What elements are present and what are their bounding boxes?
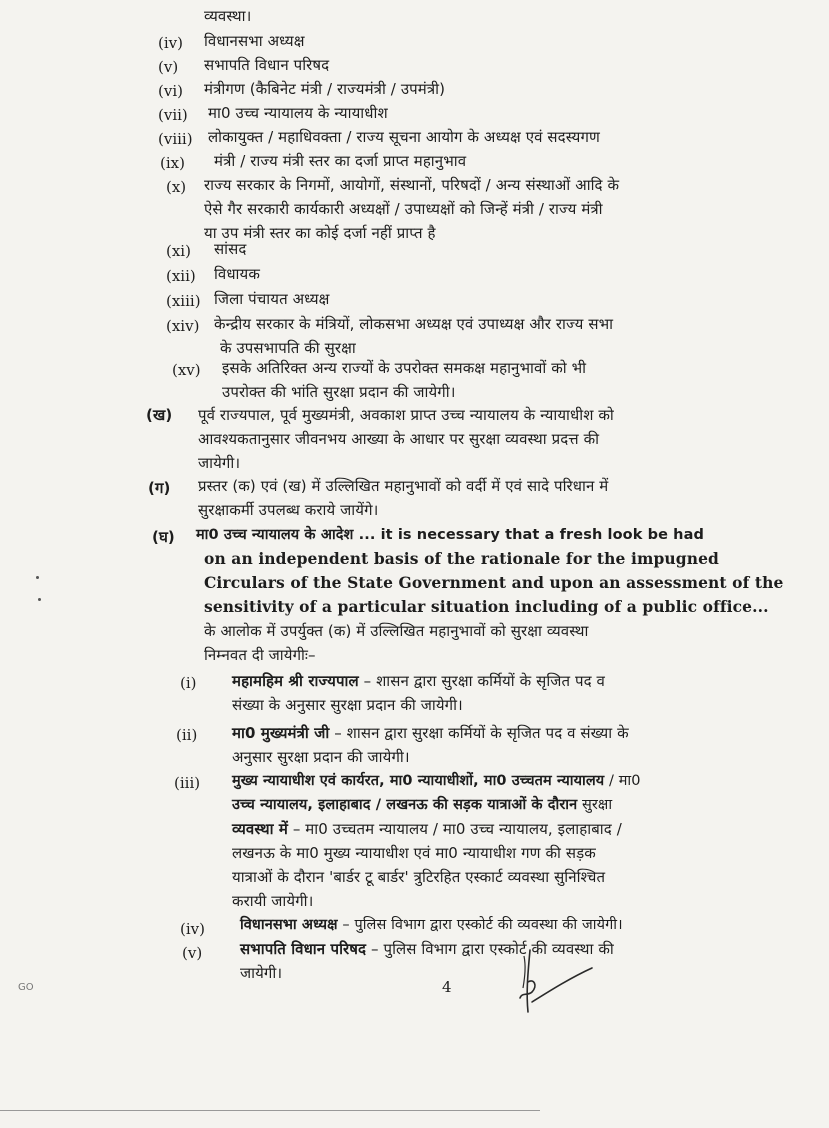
text-line: के उपसभापति की सुरक्षा (220, 339, 356, 357)
bold-title: मा0 मुख्यमंत्री जी (232, 724, 330, 742)
text-run: – शासन द्वारा सुरक्षा कर्मियों के सृजित पद व संख्या के (329, 724, 629, 742)
text-line: अनुसार सुरक्षा प्रदान की जायेगी। (232, 748, 410, 766)
text-line: जिला पंचायत अध्यक्ष (214, 290, 330, 308)
item-number: (viii) (158, 130, 193, 148)
item-number: (घ) (152, 528, 175, 546)
text-line: सांसद (214, 240, 247, 258)
item-number: (iii) (174, 774, 201, 792)
item-number: (ix) (160, 154, 185, 172)
text-line: पूर्व राज्यपाल, पूर्व मुख्यमंत्री, अवकाश प्राप्त उच्च न्यायालय के न्यायाधीश को (198, 406, 614, 424)
text-run: – मा0 उच्चतम न्यायालय / मा0 उच्च न्यायालय, इलाहाबाद / (287, 820, 622, 838)
text-line: या उप मंत्री स्तर का कोई दर्जा नहीं प्राप्त है (204, 224, 436, 242)
text-line: जायेगी। (240, 964, 283, 982)
item-number: (ख) (146, 406, 173, 424)
text-line: केन्द्रीय सरकार के मंत्रियों, लोकसभा अध्यक्ष एवं उपाध्यक्ष और राज्य सभा (214, 315, 614, 333)
text-line: यात्राओं के दौरान 'बार्डर टू बार्डर' त्रुटिरहित एस्कार्ट व्यवस्था सुनिश्चित (232, 868, 606, 886)
text-line: विधानसभा अध्यक्ष (204, 32, 305, 50)
scan-edge-line (0, 1110, 540, 1111)
text-line: मा0 उच्च न्यायालय के न्यायाधीश (208, 104, 388, 122)
text-run: / मा0 (604, 773, 641, 789)
signature-icon (508, 942, 598, 1022)
text-line (232, 722, 629, 744)
scan-speck (38, 598, 41, 601)
item-number: (ग) (148, 479, 171, 497)
text-line: Circulars of the State Government and upon an assessment of the (204, 573, 784, 592)
bold-title: सभापति विधान परिषद (240, 940, 367, 958)
text-line: लखनऊ के मा0 मुख्य न्यायाधीश एवं मा0 न्यायाधीश गण की सड़क (232, 844, 596, 862)
item-number: (iv) (158, 34, 183, 52)
item-number: (x) (166, 178, 187, 196)
text-line: के आलोक में उपर्युक्त (क) में उल्लिखित महानुभावों को सुरक्षा व्यवस्था (204, 622, 589, 640)
text-run: सुरक्षा (577, 797, 613, 813)
item-number: (xiv) (166, 317, 200, 335)
bold-title: व्यवस्था में (232, 820, 288, 838)
text-line: लोकायुक्त / महाधिवक्ता / राज्य सूचना आयोग के अध्यक्ष एवं सदस्यगण (208, 128, 600, 146)
text-line: उपरोक्त की भांति सुरक्षा प्रदान की जायेगी। (222, 383, 456, 401)
text-run: – पुलिस विभाग द्वारा एस्कोर्ट की व्यवस्था की (366, 940, 614, 958)
text-line: ऐसे गैर सरकारी कार्यकारी अध्यक्षों / उपाध्यक्षों को जिन्हें मंत्री / राज्य मंत्री (204, 200, 603, 218)
text-line: संख्या के अनुसार सुरक्षा प्रदान की जायेगी। (232, 696, 463, 714)
item-number: (ii) (176, 726, 198, 744)
text-line: आवश्यकतानुसार जीवनभय आख्या के आधार पर सुरक्षा व्यवस्था प्रदत्त की (198, 430, 600, 448)
margin-note: GO (18, 982, 34, 993)
text-line: करायी जायेगी। (232, 892, 314, 910)
text-line: इसके अतिरिक्त अन्य राज्यों के उपरोक्त समकक्ष महानुभावों को भी (222, 359, 587, 377)
text-line: विधायक (214, 265, 260, 283)
item-number: (v) (158, 58, 179, 76)
text-line: निम्नवत दी जायेगीः– (204, 646, 316, 664)
text-run: – पुलिस विभाग द्वारा एस्कोर्ट की व्यवस्था की जायेगी। (337, 917, 623, 933)
item-number: (vii) (158, 106, 188, 124)
text-line: सभापति विधान परिषद (204, 56, 330, 74)
page-number: 4 (442, 978, 452, 996)
text-line: मा0 उच्च न्यायालय के आदेश ... it is necessary that a fresh look be had (196, 527, 704, 543)
text-line (232, 670, 605, 692)
bold-title: मुख्य न्यायाधीश एवं कार्यरत, मा0 न्यायाधीशों, मा0 उच्चतम न्यायालय (232, 773, 605, 789)
bold-title: विधानसभा अध्यक्ष (240, 917, 338, 933)
text-line: राज्य सरकार के निगमों, आयोगों, संस्थानों, परिषदों / अन्य संस्थाओं आदि के (204, 176, 620, 194)
text-run: – शासन द्वारा सुरक्षा कर्मियों के सृजित पद व (358, 672, 605, 690)
item-number: (xiii) (166, 292, 201, 310)
item-number: (i) (180, 674, 197, 692)
item-number: (xii) (166, 267, 196, 285)
text-line: व्यवस्था। (204, 7, 252, 25)
item-number: (xv) (172, 361, 201, 379)
text-line: मंत्रीगण (कैबिनेट मंत्री / राज्यमंत्री / उपमंत्री) (204, 80, 446, 98)
text-line: मंत्री / राज्य मंत्री स्तर का दर्जा प्राप्त महानुभाव (214, 152, 467, 170)
item-number: (iv) (180, 920, 205, 938)
bold-title: उच्च न्यायालय, इलाहाबाद / लखनऊ की सड़क यात्राओं के दौरान (232, 797, 578, 813)
scan-speck (36, 576, 39, 579)
text-line: प्रस्तर (क) एवं (ख) में उल्लिखित महानुभावों को वर्दी में एवं सादे परिधान में (198, 477, 609, 495)
item-number: (xi) (166, 242, 191, 260)
text-line: on an independent basis of the rationale for the impugned (204, 549, 719, 568)
bold-title: महामहिम श्री राज्यपाल (232, 672, 359, 690)
text-line: sensitivity of a particular situation including of a public office... (204, 597, 769, 616)
text-line (232, 794, 612, 816)
text-line (240, 914, 623, 936)
text-line: सुरक्षाकर्मी उपलब्ध कराये जायेंगे। (198, 501, 379, 519)
item-number: (vi) (158, 82, 183, 100)
text-line (232, 770, 641, 792)
item-number: (v) (182, 944, 203, 962)
text-line (232, 818, 622, 840)
text-line: जायेगी। (198, 454, 241, 472)
